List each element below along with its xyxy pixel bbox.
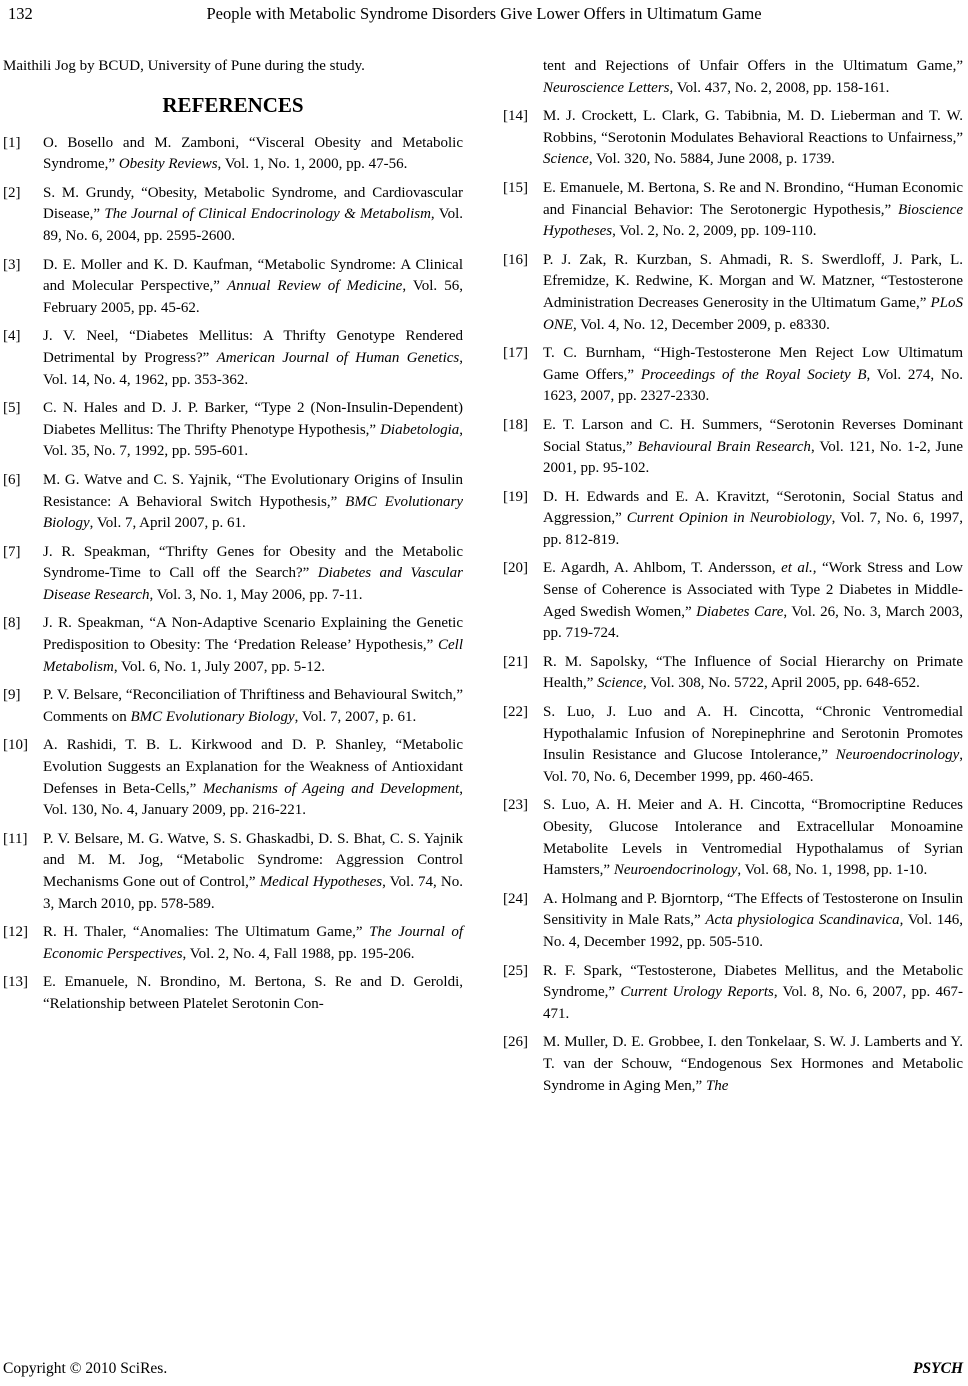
reference-text-segment: , Vol. 8, No. 6, 2007, pp. 467-471. <box>543 984 963 1022</box>
reference-text <box>43 183 463 248</box>
reference-item <box>503 178 963 243</box>
reference-text-segment: S. Luo, J. Luo and A. H. Cincotta, “Chronic Ventromedial Hypothalamic Infusion of Norepinephrine and Serotonin Promotes Insulin Resistance and Glucose Intolerance,” <box>543 704 963 764</box>
reference-text <box>43 470 463 535</box>
reference-label: [25] <box>503 962 528 979</box>
italic-text-segment: Behavioural Brain Research <box>637 438 811 455</box>
reference-text-segment: J. R. Speakman, “Thrifty Genes for Obesity and the Metabolic Syndrome-Time to Call off the Search?” <box>43 543 463 582</box>
reference-label: [23] <box>503 797 528 814</box>
reference-label: [26] <box>503 1034 528 1051</box>
reference-text-segment: tent and Rejections of Unfair Offers in the Ultimatum Game,” <box>543 58 963 74</box>
reference-label: [20] <box>503 560 528 577</box>
reference-item <box>503 961 963 1026</box>
reference-label: [8] <box>3 615 21 632</box>
italic-text-segment: Neuroendocrinology <box>835 747 960 764</box>
reference-item <box>3 542 463 607</box>
reference-text-segment: R. H. Thaler, “Anomalies: The Ultimatum Game,” <box>43 924 370 941</box>
reference-text-segment: S. Luo, A. H. Meier and A. H. Cincotta, “Bromocriptine Reduces Obesity, Glucose Intolerance and Extracellular Monoamine Metabolite Levels in Ventromedial Hypothalamus of Syrian Hamsters,” <box>543 797 963 879</box>
reference-label: [5] <box>3 400 21 417</box>
italic-text-segment: BMC Evolutionary Biology <box>130 708 295 725</box>
italic-text-segment: Diabetes Care <box>696 603 784 620</box>
copyright-text: Copyright © 2010 SciRes. <box>3 1360 168 1377</box>
reference-text <box>43 685 463 728</box>
reference-text-segment: E. Emanuele, N. Brondino, M. Bertona, S. Re and D. Geroldi, “Relationship between Platelet Serotonin Con- <box>43 974 463 1012</box>
reference-text-segment: , Vol. 35, No. 7, 1992, pp. 595-601. <box>43 421 463 460</box>
reference-text-segment: M. G. Watve and C. S. Yajnik, “The Evolutionary Origins of Insulin Resistance: A Behavioral Switch Hypothesis,” <box>43 471 463 510</box>
right-column <box>503 56 963 1104</box>
reference-item <box>3 613 463 678</box>
reference-text-segment: , Vol. 2, No. 4, Fall 1988, pp. 195-206. <box>182 945 415 962</box>
reference-item <box>3 255 463 320</box>
reference-text-segment: , Vol. 68, No. 1, 1998, pp. 1-10. <box>737 862 928 879</box>
reference-text-segment: A. Rashidi, T. B. L. Kirkwood and D. P. Shanley, “Metabolic Evolution Suggests an Explanation for the Weakness of Antioxidant Defenses in Beta-Cells,” <box>43 737 463 797</box>
italic-text-segment: Proceedings of the Royal Society B <box>640 366 867 383</box>
reference-text <box>43 133 463 176</box>
italic-text-segment: Current Urology Reports <box>620 984 774 1001</box>
reference-text-segment: , Vol. 7, April 2007, p. 61. <box>89 515 246 532</box>
reference-label: [12] <box>3 924 28 941</box>
reference-text <box>543 343 963 408</box>
italic-text-segment: Science <box>597 675 643 692</box>
reference-text-segment: , Vol. 130, No. 4, January 2009, pp. 216-221. <box>43 780 463 819</box>
reference-label: [11] <box>3 830 28 847</box>
references-list-left <box>3 133 463 1016</box>
reference-text <box>543 106 963 171</box>
reference-text-segment: M. J. Crockett, L. Clark, G. Tabibnia, M. D. Lieberman and T. W. Robbins, “Serotonin Modulates Behavioral Reactions to Unfairness,” <box>543 108 963 146</box>
reference-text-segment: , Vol. 6, No. 1, July 2007, pp. 5-12. <box>113 658 325 675</box>
reference-item <box>503 250 963 336</box>
reference-text-segment: J. V. Neel, “Diabetes Mellitus: A Thrifty Genotype Rendered Detrimental by Progress?” <box>43 328 463 366</box>
reference-item <box>3 183 463 248</box>
reference-text-segment: , Vol. 26, No. 3, March 2003, pp. 719-724. <box>543 603 964 642</box>
reference-text-segment: , Vol. 74, No. 3, March 2010, pp. 578-589. <box>43 874 463 912</box>
italic-text-segment: The <box>705 1077 729 1094</box>
reference-text <box>43 735 463 821</box>
reference-text-segment: , Vol. 308, No. 5722, April 2005, pp. 648-652. <box>642 675 920 692</box>
italic-text-segment: Science <box>543 151 589 168</box>
reference-item <box>3 829 463 915</box>
reference-label: [6] <box>3 471 21 488</box>
reference-text-segment: , Vol. 4, No. 12, December 2009, p. e8330. <box>573 316 830 333</box>
reference-text <box>543 558 963 644</box>
reference-item <box>3 685 463 728</box>
reference-item <box>503 106 963 171</box>
reference-label: [14] <box>503 108 528 125</box>
reference-text-segment: , Vol. 1, No. 1, 2000, pp. 47-56. <box>217 156 408 173</box>
reference-label: [9] <box>3 687 21 704</box>
italic-text-segment: Bioscience Hypotheses <box>543 201 963 240</box>
reference-text <box>43 613 463 678</box>
reference-text <box>543 889 963 954</box>
reference-text <box>543 702 963 788</box>
italic-text-segment: et al. <box>781 560 813 577</box>
reference-label: [3] <box>3 256 21 273</box>
reference-label: [22] <box>503 704 528 721</box>
reference-text <box>43 398 463 463</box>
reference-text-segment: O. Bosello and M. Zamboni, “Visceral Obesity and Metabolic Syndrome,” <box>43 134 463 173</box>
reference-text-segment: D. E. Moller and K. D. Kaufman, “Metabolic Syndrome: A Clinical and Molecular Perspective,” <box>43 256 463 295</box>
reference-continuation <box>543 56 963 99</box>
reference-text <box>543 795 963 881</box>
references-heading: REFERENCES <box>162 92 304 117</box>
reference-text-segment: A. Holmang and P. Bjorntorp, “The Effects of Testosterone on Insulin Sensitivity in Male Rats,” <box>543 890 963 929</box>
reference-item <box>503 487 963 552</box>
reference-text-segment: P. V. Belsare, “Reconciliation of Thriftiness and Behavioural Switch,” Comments on <box>43 687 463 725</box>
italic-text-segment: Diabetes and Vascular Disease Research <box>43 565 463 603</box>
reference-text-segment: M. Muller, D. E. Grobbee, I. den Tonkelaar, S. W. J. Lamberts and Y. T. van der Schouw, “Endogenous Sex Hormones and Metabolic Syndrome in Aging Men,” <box>543 1034 963 1094</box>
reference-text-segment: , Vol. 14, No. 4, 1962, pp. 353-362. <box>43 349 463 388</box>
italic-text-segment: Current Opinion in Neurobiology <box>626 510 832 527</box>
reference-item <box>3 972 463 1015</box>
page-header <box>0 4 968 28</box>
reference-text <box>43 829 463 915</box>
italic-text-segment: The Journal of Clinical Endocrinology & Metabolism <box>104 206 431 223</box>
reference-item <box>3 470 463 535</box>
reference-text-segment: C. N. Hales and D. J. P. Barker, “Type 2 (Non-Insulin-Dependent) Diabetes Mellitus: The Thrifty Phenotype Hypothesis,” <box>43 400 463 438</box>
reference-label: [1] <box>3 134 21 151</box>
reference-text-segment: D. H. Edwards and E. A. Kravitzt, “Serotonin, Social Status and Aggression,” <box>543 488 963 527</box>
reference-text-segment: , Vol. 70, No. 6, December 1999, pp. 460-465. <box>543 747 963 785</box>
reference-label: [21] <box>503 653 528 670</box>
reference-text-segment: R. F. Spark, “Testosterone, Diabetes Mellitus, and the Metabolic Syndrome,” <box>543 962 963 1001</box>
reference-item <box>503 343 963 408</box>
reference-text-segment: T. C. Burnham, “High-Testosterone Men Reject Low Ultimatum Game Offers,” <box>543 345 963 383</box>
reference-text <box>43 922 463 965</box>
italic-text-segment: BMC Evolutionary Biology <box>43 493 464 532</box>
reference-text <box>543 652 963 695</box>
references-list-right <box>503 106 963 1097</box>
reference-item <box>3 735 463 821</box>
reference-label: [2] <box>3 184 21 201</box>
reference-text-segment: , Vol. 56, February 2005, pp. 45-62. <box>43 278 463 316</box>
two-column-body <box>3 56 963 1104</box>
italic-text-segment: Diabetologia <box>380 421 460 438</box>
reference-item <box>503 702 963 788</box>
reference-text-segment: , “Work Stress and Low Sense of Coherence is Associated with Type 2 Diabetes in Middle-Aged Swedish Women,” <box>543 560 964 620</box>
reference-label: [13] <box>3 974 28 991</box>
italic-text-segment: Medical Hypotheses <box>259 874 383 890</box>
reference-text-segment: , Vol. 7, 2007, p. 61. <box>294 708 417 725</box>
page-footer <box>3 1360 963 1378</box>
reference-text-segment: , Vol. 437, No. 2, 2008, pp. 158-161. <box>669 79 890 96</box>
page-number: 132 <box>8 4 33 23</box>
running-title: People with Metabolic Syndrome Disorders Give Lower Offers in Ultimatum Game <box>206 4 762 23</box>
reference-item <box>3 326 463 391</box>
reference-label: [10] <box>3 737 28 754</box>
reference-text <box>43 326 463 391</box>
left-column <box>3 56 463 1104</box>
reference-text <box>43 972 463 1015</box>
intro-paragraph: Maithili Jog by BCUD, University of Pune during the study. <box>3 58 365 74</box>
reference-text-segment: , Vol. 89, No. 6, 2004, pp. 2595-2600. <box>43 206 464 244</box>
reference-text <box>543 1032 963 1097</box>
reference-item <box>503 415 963 480</box>
italic-text-segment: The Journal of Economic Perspectives <box>43 924 463 962</box>
reference-text-segment: E. Emanuele, M. Bertona, S. Re and N. Brondino, “Human Economic and Financial Behavior: The Serotonergic Hypothesis,” <box>543 179 963 218</box>
reference-text <box>43 542 463 607</box>
reference-item <box>503 652 963 695</box>
reference-text-segment: , Vol. 274, No. 1623, 2007, pp. 2327-2330. <box>543 366 963 405</box>
italic-text-segment: Cell Metabolism <box>43 637 463 675</box>
reference-text <box>543 487 963 552</box>
reference-text-segment: , Vol. 320, No. 5884, June 2008, p. 1739. <box>588 151 835 168</box>
reference-text-segment: , Vol. 7, No. 6, 1997, pp. 812-819. <box>543 510 963 548</box>
reference-item <box>503 1032 963 1097</box>
reference-text-segment: P. V. Belsare, M. G. Watve, S. S. Ghaskadbi, D. S. Bhat, C. S. Yajnik and M. M. Jog, “Metabolic Syndrome: Aggression Control Mechanisms Gone out of Control,” <box>43 830 463 890</box>
reference-text <box>543 961 963 1026</box>
reference-item <box>503 795 963 881</box>
reference-text <box>543 415 963 480</box>
reference-text-segment: J. R. Speakman, “A Non-Adaptive Scenario Explaining the Genetic Predisposition to Obesity: The ‘Predation Release’ Hypothesis,” <box>43 615 463 654</box>
reference-text-segment: , Vol. 146, No. 4, December 1992, pp. 505-510. <box>543 912 963 950</box>
reference-label: [16] <box>503 251 528 268</box>
journal-name: PSYCH <box>913 1360 963 1377</box>
italic-text-segment: Obesity Reviews <box>118 156 218 173</box>
reference-text <box>543 178 963 243</box>
reference-text <box>43 255 463 320</box>
reference-label: [18] <box>503 416 528 433</box>
reference-label: [17] <box>503 345 528 362</box>
reference-item <box>503 889 963 954</box>
italic-text-segment: Mechanisms of Ageing and Development <box>202 780 460 797</box>
reference-label: [15] <box>503 179 528 196</box>
reference-label: [19] <box>503 488 528 505</box>
reference-text-segment: , Vol. 3, No. 1, May 2006, pp. 7-11. <box>149 586 363 603</box>
italic-text-segment: American Journal of Human Genetics <box>216 349 460 366</box>
reference-item <box>3 922 463 965</box>
reference-label: [4] <box>3 328 21 345</box>
reference-item <box>3 398 463 463</box>
reference-item <box>503 558 963 644</box>
italic-text-segment: Neuroscience Letters <box>543 79 670 96</box>
italic-text-segment: PLoS ONE <box>543 294 963 333</box>
reference-text <box>543 250 963 336</box>
italic-text-segment: Annual Review of Medicine <box>227 278 403 295</box>
reference-label: [24] <box>503 890 528 907</box>
reference-label: [7] <box>3 543 21 560</box>
reference-text-segment: S. M. Grundy, “Obesity, Metabolic Syndrome, and Cardiovascular Disease,” <box>43 184 463 223</box>
reference-text-segment: E. Agardh, A. Ahlbom, T. Andersson, <box>543 560 782 577</box>
reference-text-segment: E. T. Larson and C. H. Summers, “Serotonin Reverses Dominant Social Status,” <box>543 416 963 455</box>
reference-text-segment: , Vol. 121, No. 1-2, June 2001, pp. 95-102. <box>543 438 964 477</box>
reference-text-segment: P. J. Zak, R. Kurzban, S. Ahmadi, R. S. Swerdloff, J. Park, L. Efremidze, K. Redwine, K. Morgan and W. Matzner, “Testosterone Administration Decreases Generosity in the Ultimatum Game,” <box>543 251 963 311</box>
reference-text-segment: R. M. Sapolsky, “The Influence of Social Hierarchy on Primate Health,” <box>543 653 963 692</box>
reference-text-segment: , Vol. 2, No. 2, 2009, pp. 109-110. <box>612 223 817 240</box>
reference-item <box>3 133 463 176</box>
italic-text-segment: Neuroendocrinology <box>613 862 738 879</box>
italic-text-segment: Acta physiologica Scandinavica <box>705 912 900 929</box>
